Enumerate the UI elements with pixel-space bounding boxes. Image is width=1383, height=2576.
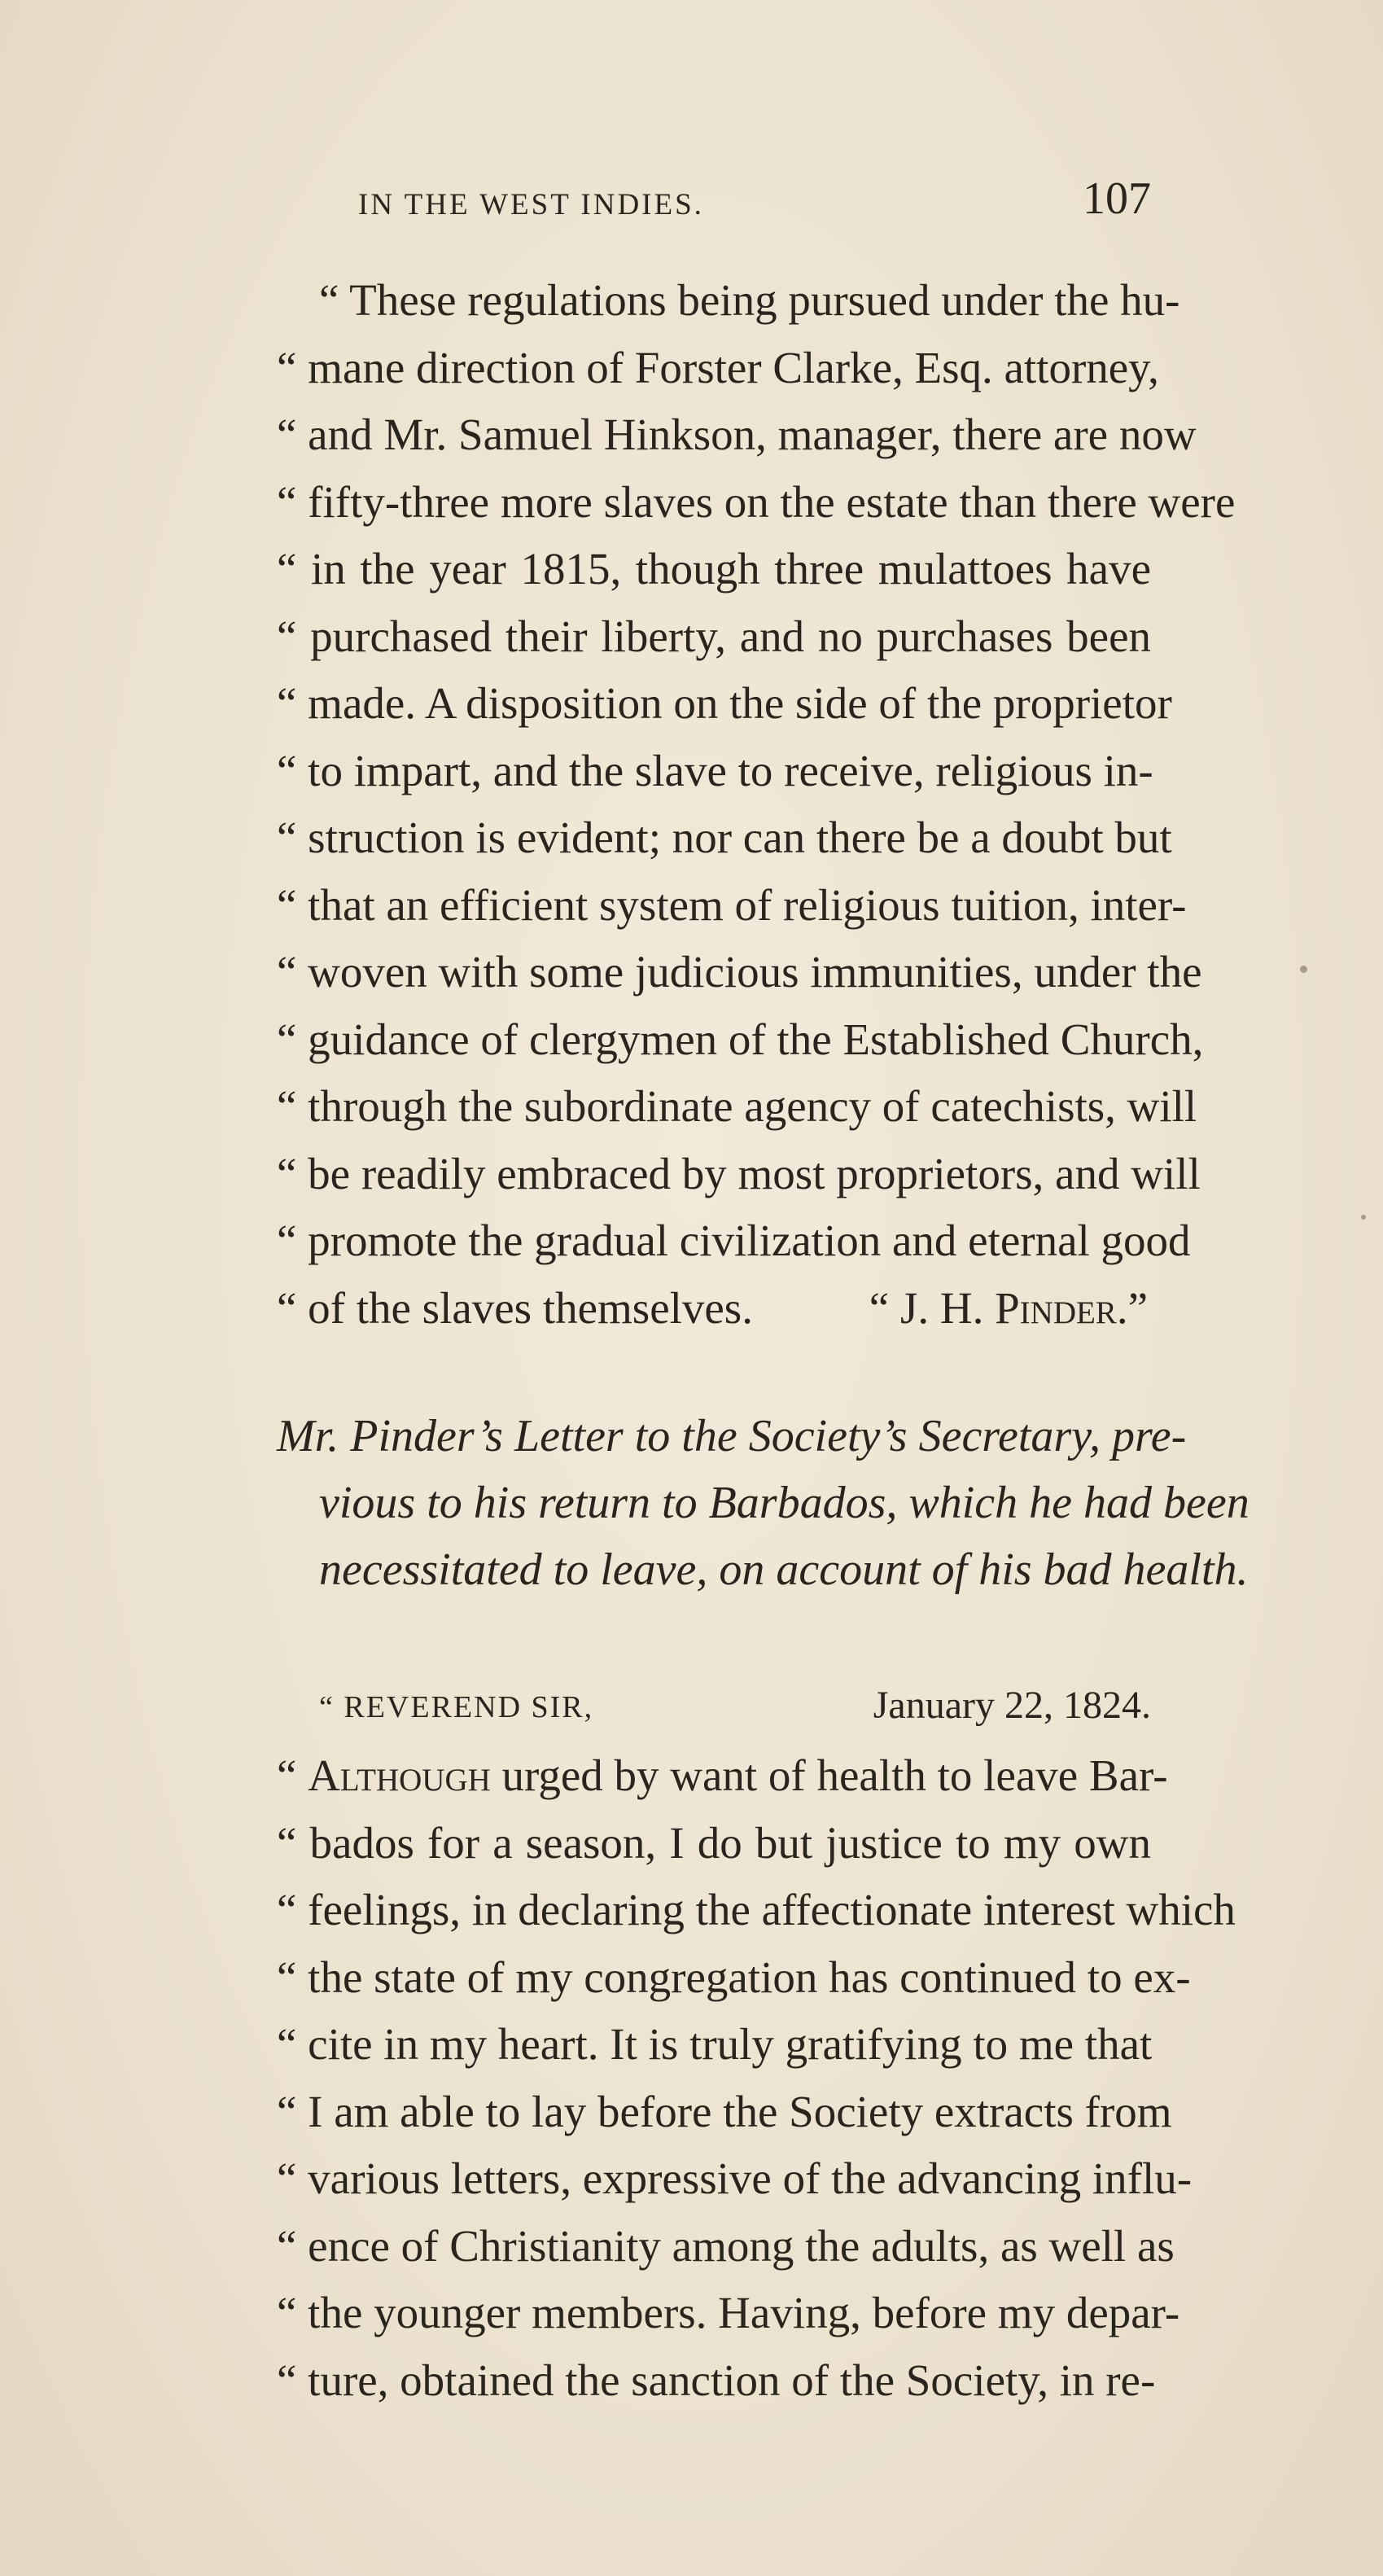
text-line: “ guidance of clergymen of the Established Church,: [277, 1014, 1204, 1064]
text-line: “ made. A disposition on the side of the proprietor: [277, 678, 1172, 728]
text-line: “ I am able to lay before the Society extracts from: [277, 2086, 1172, 2136]
signature-close-quote: ”: [1127, 1282, 1148, 1333]
drop-word: Although: [308, 1750, 491, 1800]
letter-salutation: [319, 1684, 1151, 1746]
heading-line: necessitated to leave, on account of his bad health.: [319, 1544, 1249, 1595]
text-line: “ be readily embraced by most proprietors, and will: [277, 1148, 1201, 1198]
text-line: “ struction is evident; nor can there be a doubt but: [277, 813, 1172, 862]
text-line: “ the younger members. Having, before my depar-: [277, 2288, 1180, 2337]
text-line: “ purchased their liberty, and no purchases been: [277, 611, 1151, 661]
letter-date: January 22, 1824.: [873, 1684, 1151, 1727]
section-heading: [277, 1403, 1250, 1603]
text-line: [277, 1742, 1168, 1810]
text-line: “ to impart, and the slave to receive, religious in-: [277, 745, 1153, 795]
line-rest: urged by want of health to leave Bar-: [490, 1750, 1168, 1800]
letter-body: [277, 1742, 1236, 2414]
text-line: “ through the subordinate agency of catechists, will: [277, 1081, 1197, 1131]
paper-speck: [1300, 966, 1307, 973]
text-line: “ These regulations being pursued under the hu-: [319, 275, 1180, 325]
text-line-with-signature: [277, 1275, 1151, 1343]
text-line: “ feelings, in declaring the affectionate interest which: [277, 1885, 1236, 1934]
text-line: “ fifty-three more slaves on the estate than there were: [277, 476, 1236, 527]
page-number: 107: [1083, 173, 1151, 224]
text-line: “ bados for a season, I do but justice to my own: [277, 1817, 1151, 1868]
text-line: “ cite in my heart. It is truly gratifying to me that: [277, 2019, 1153, 2069]
signature-prefix: “ J. H.: [869, 1282, 996, 1333]
text-line: “ promote the gradual civilization and eternal good: [277, 1216, 1191, 1265]
text-line: “ and Mr. Samuel Hinkson, manager, there are now: [277, 410, 1197, 459]
text-line: “ various letters, expressive of the advancing influ-: [277, 2153, 1193, 2203]
text-line: “ that an efficient system of religious tuition, inter-: [277, 879, 1187, 930]
text-line: “ ence of Christianity among the adults, as well as: [277, 2220, 1175, 2271]
page-header: [277, 173, 1151, 230]
quoted-passage: [277, 267, 1236, 1342]
signature-name: Pinder.: [995, 1282, 1128, 1333]
text-line: “ in the year 1815, though three mulattoes have: [277, 544, 1151, 594]
running-head: IN THE WEST INDIES.: [358, 188, 704, 221]
heading-line: vious to his return to Barbados, which he had been: [319, 1478, 1250, 1528]
salutation-greeting: “ REVEREND SIR,: [319, 1690, 594, 1724]
text-line-end: “ of the slaves themselves.: [277, 1282, 753, 1333]
text-line: “ the state of my congregation has continued to ex-: [277, 1952, 1191, 2002]
text-line: “ ture, obtained the sanction of the Society, in re-: [277, 2355, 1156, 2405]
text-line: “ woven with some judicious immunities, under the: [277, 947, 1202, 997]
open-quote: “: [277, 1750, 309, 1800]
text-line: “ mane direction of Forster Clarke, Esq. attorney,: [277, 342, 1159, 392]
signature: [869, 1275, 1148, 1343]
heading-line: Mr. Pinder’s Letter to the Society’s Secretary, pre-: [277, 1411, 1187, 1461]
paper-speck: [1361, 1215, 1366, 1220]
